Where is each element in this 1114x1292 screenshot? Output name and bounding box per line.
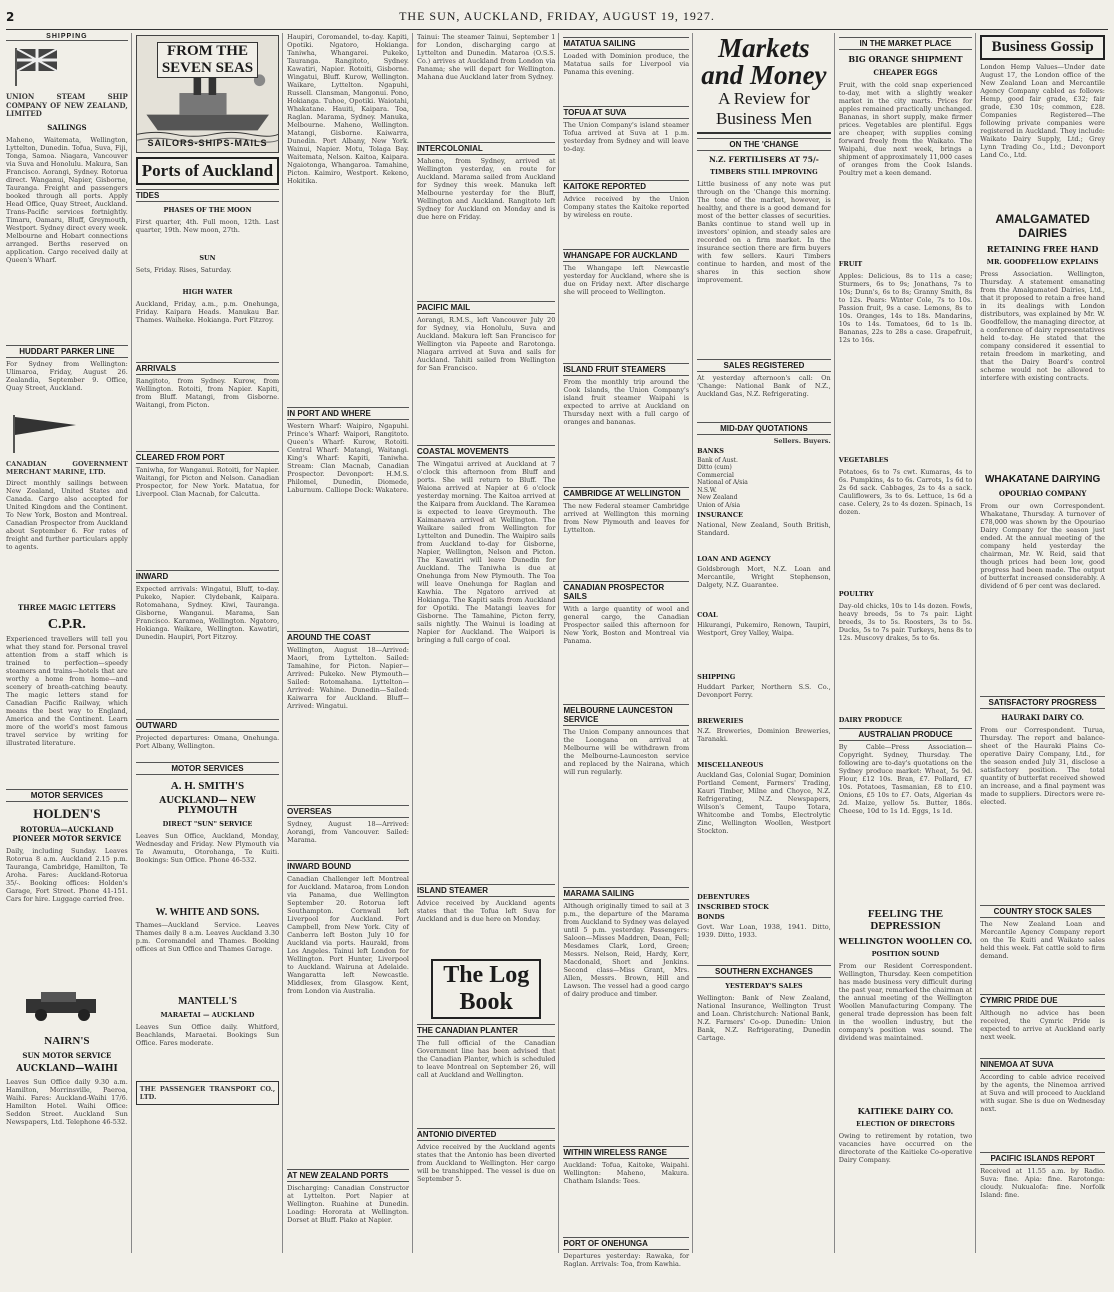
masthead [6,4,1108,30]
banks-heading: BANKS [697,446,724,455]
column-intercolonial: Tainui: The steamer Tainui, September 1 for London, discharging cargo at Lyttelton and Dunedin. Mataroa (O.S.S. Co.) arrives at Auckland from London via Panama; she will depart for Wellington. Mahana due Auckland later from Sydney. INTERCOLONIAL Maheno, from Sydney, arrived at Wellington yesterday, en route for Auckland. Marama sailed from Auckland for Sydney this week. Manuka left Melbourne yesterday for the Bluff, Wellington and Auckland. Rangitoto left Sydney for Auckland on Monday and is due here on Friday. PACIFIC MAIL Aorangi, R.M.S., left Vancouver July 20 for Sydney, via Honolulu, Suva and Auckland. Makura left San Francisco for Wellington via Papeete and Rarotonga. Niagara arrived at Suva and sails for Auckland. Tahiti sailed from Wellington for San Francisco. COASTAL MOVEMENTS The Wingatui arrived at Auckland at 7 o'clock this afternoon from Bluff and ports. She will return to Bluff. The Waiona arrived at Napier at 6 o'clock yesterday morning. The Kaitoa arrived at the Kaipara from Auckland. The Karamea is expected to leave Greymouth. The Kaimanawa arrived at Wellington. The Waikare sailed from Wellington for Lyttelton and Dunedin. The Waipiro sails from Auckland to-day for Gisborne, Napier, Wellington, Nelson and Picton. The Kawatiri will leave Dunedin for Auckland. The Taniwha is due at Onehunga from New Plymouth. The Toa will leave Onehunga for Raglan and Kawhia. The Ngatoro arrived at Hokianga. The Kapiti sails from Auckland for Opotiki. The Matangi leaves for Gisborne. The Tamahine, Picton ferry, sails nightly. The Wainui is loading at Napier for Auckland. The Waipori is bringing a full cargo of coal. ISLAND STEAMER Advice received by Auckland agents states that the Tofua left Suva for Auckland and is due here on Monday. The Log Book THE CANADIAN PLANTER The full official of the Canadian Government line has been advised that the Canadian Planter, which is scheduled to leave Montreal on September 26, will call at Auckland and Wellington. ANTONIO DIVERTED Advice received by the Auckland agents states that the Antonio has been diverted from Auckland to Wellington. Her cargo will be transhipped. The vessel is due on September 5. [417,33,559,1253]
quote-name: New Zealand [697,494,738,502]
timbers-heading: TIMBERS STILL IMPROVING [710,168,818,176]
canadian-prospector-heading: CANADIAN PROSPECTOR SAILS [563,581,689,603]
sailings-heading: SAILINGS [47,122,87,132]
bank-quotes-table [697,457,831,510]
position-heading: POSITION SOUND [871,950,940,959]
seven-seas-banner [136,35,279,153]
hauraki-heading: HAURAKI DAIRY CO. [1001,713,1084,722]
breweries-heading: BREWERIES [697,717,744,726]
three-magic-heading: THREE MAGIC LETTERS [17,602,116,612]
shipping-quotes-heading: SHIPPING [697,673,736,682]
quote-row [697,502,831,510]
passenger-transport-ad: THE PASSENGER TRANSPORT CO., LTD. [136,1081,279,1105]
union-company-ad: UNION STEAM SHIP COMPANY OF NEW ZEALAND, LIMITED [6,92,128,119]
antonio-heading: ANTONIO DIVERTED [417,1128,555,1141]
in-port-heading: IN PORT AND WHERE [287,407,409,420]
debentures-heading: DEBENTURES [697,893,750,902]
inward-heading: INWARD [136,570,279,583]
kaitoke-heading: KAITOKE REPORTED [563,180,689,193]
quote-row [697,479,831,487]
banner-title: FROM THE SEVEN SEAS [157,42,258,78]
around-coast-heading: AROUND THE COAST [287,631,409,644]
mid-day-heading: MID-DAY QUOTATIONS [697,422,831,435]
melbourne-heading: MELBOURNE LAUNCESTON SERVICE [563,704,689,726]
cymric-heading: CYMRIC PRIDE DUE [980,994,1105,1007]
woollen-heading: WELLINGTON WOOLLEN CO. [838,936,973,947]
canadian-flag-icon [6,413,126,453]
banner-subtitle: SAILORS-SHIPS-MAILS [147,138,268,148]
quote-name: N.S.W. [697,486,717,494]
insurance-heading: INSURANCE [697,511,743,520]
review-subheading: A Review for Business Men [697,89,831,134]
sun-heading: SUN [199,254,216,262]
smith-sub: AUCKLAND— NEW PLYMOUTH [159,796,256,817]
inscribed-heading: INSCRIBED STOCK [697,903,769,912]
mantell-heading: MANTELL'S [178,996,237,1008]
poultry-heading: POULTRY [838,590,874,598]
nairns-route: AUCKLAND—WAIHI [16,1064,118,1075]
marama-heading: MARAMA SAILING [563,887,689,900]
cleared-heading: CLEARED FROM PORT [136,451,279,464]
whangape-heading: WHANGAPE FOR AUCKLAND [563,249,689,262]
dairy-heading: DAIRY PRODUCE [838,716,902,724]
holdens-sub: ROTORUA—AUCKLAND PIONEER MOTOR SERVICE [12,825,122,844]
big-orange-heading: BIG ORANGE SHIPMENT [848,54,963,64]
union-flag-icon [6,46,126,86]
on-change-heading: ON THE 'CHANGE [697,138,831,151]
huddart-heading: HUDDART PARKER LINE [6,345,128,358]
yesterday-heading: YESTERDAY'S SALES [725,982,803,991]
mantell-sub: MARAETAI — AUCKLAND [160,1011,255,1020]
column-markets-money: Markets and Money A Review for Business Men ON THE 'CHANGE N.Z. FERTILISERS AT 75/- TIMBERS STILL IMPROVING Little business of any note was put through on the 'Change this morning. The tone of the market, however, is healthy, and there is a good demand for most of the better classes of securities. Banks continue to stand well up in investors' opinion, and steady sales are recorded on a firm market. In the insurance section there are firm buyers with few sellers. Kauri Timbers continue to harden, and most of the shares in this section show improvement. SALES REGISTERED At yesterday afternoon's call: On 'Change: National Bank of N.Z., Auckland Gas, N.Z. Refrigerating. MID-DAY QUOTATIONS Sellers. Buyers. BANKS Bank of Aust. Ditto (cum) Commercial National of A/sia N.S.W. New Zealand Union of A/sia INSURANCE National, New Zealand, South British, Standard. LOAN AND AGENCY Goldsbrough Mort, N.Z. Loan and Mercantile, Wright Stephenson, Dalgety, N.Z. Guarantee. COAL Hikurangi, Pukemiro, Renown, Taupiri, Westport, Grey Valley, Waipa. SHIPPING Huddart Parker, Northern S.S. Co., Devonport Ferry. BREWERIES N.Z. Breweries, Dominion Breweries, Taranaki. MISCELLANEOUS Auckland Gas, Colonial Sugar, Dominion Portland Cement, Farmers' Trading, Kauri Timber, Milne and Choyce, N.Z. Refrigerating, N.Z. Newspapers, Wilson's Cement, Taupo Totara, Whitcombe and Tombs, Electrolytic Zinc, Wellington Woollen, Westport Stockton. DEBENTURES INSCRIBED STOCK BONDS Govt. War Loan, 1938, 1941. Ditto, 1939. Ditto, 1933. SOUTHERN EXCHANGES YESTERDAY'S SALES Wellington: Bank of New Zealand, National Insurance, Wellington Trust and Loan. Christchurch: National Bank, N.Z. Farmers' Co-op. Dunedin: Union Bank, N.Z. Refrigerating, Dunedin Cartage. [697,33,835,1253]
fruit-heading: FRUIT [838,260,863,268]
column-business-gossip: Business Gossip London Hemp Values—Under date August 17, the London office of the New Zealand Loan and Mercantile Agency Company cabled as follows: Hemp, good fair grade, £32; fair grade, £30 10s; common, £28. Companies Registered—The following private companies were registered in Auckland. They include: Waikato Dairy Supply, Ltd.; Grey Lynn Trading Co., Ltd.; Devonport Land Co., Ltd. AMALGAMATED DAIRIES RETAINING FREE HAND MR. GOODFELLOW EXPLAINS Press Association. Wellington, Thursday. A statement emanating from the Amalgamated Dairies, Ltd., that it proposed to retain a free hand in its dealings with London distributors, was explained by Mr. W. Goodfellow, the managing director, at a conference of dairy representatives held to-day. He stated that the company considered it essential to retain freedom in marketing, and that the Dairy Board's control scheme would not be allowed to interfere with existing contracts. WHAKATANE DAIRYING OPOURIAO COMPANY From our own Correspondent. Whakatane, Thursday. A turnover of £78,000 was shown by the Opouriao Dairy Company for the season just ended. At the annual meeting of the company held yesterday the chairman, Mr. W. Reid, said that though prices had been low, good progress had been made. The output of butterfat increased considerably. A dividend of 6 per cent was declared. SATISFACTORY PROGRESS HAURAKI DAIRY CO. From our Correspondent. Turua, Thursday. The report and balance-sheet of the Hauraki Plains Co-operative Dairy Company, Ltd., for the season ended July 31, disclose a satisfactory position. The total quantity of butterfat received showed an increase, and a final payment was made to suppliers. Directors were re-elected. COUNTRY STOCK SALES The New Zealand Loan and Mercantile Agency Company report on the Te Kuiti and Waikato sales held this week. Fat cattle sold to firm demand. CYMRIC PRIDE DUE Although no advice has been received, the Cymric Pride is expected to arrive at Auckland early next week. NINEMOA AT SUVA According to cable advice received by the agents, the Ninemoa arrived at Suva and will proceed to Auckland with sugar. She is due on Wednesday next. PACIFIC ISLANDS REPORT Received at 11.55 a.m. by Radio. Suva: fine. Apia: fine. Rarotonga: cloudy. Nukualofa: fine. Norfolk Island: fine. [980,33,1108,1253]
opouriao-heading: OPOURIAO COMPANY [998,489,1087,498]
southern-heading: SOUTHERN EXCHANGES [697,965,831,978]
election-heading: ELECTION OF DIRECTORS [856,1120,955,1129]
sellers-buyers-label: Sellers. Buyers. [773,437,831,445]
sailings-text: Maheno, Waitemata, Wellington, Lyttelton, Dunedin. Tofua, Suva, Fiji, Tonga, Samoa. Niagara, Vancouver via Suva and Honolulu. Makura, San Francisco. Aorangi, Sydney. Rotorua direct. Wanganui, Napier, Gisborne, Tauranga. Freight and passengers booked through all ports. Apply Head Office, Quay Street, Auckland. Trans-Pacific services fortnightly. Timaru, Oamaru, Bluff, Greymouth, Westport. Sydney direct every week. Melbourne and Hobart connections arranged. Berths reserved on application. Cargo received daily at Queen's Wharf. [6,135,128,264]
outward-heading: OUTWARD [136,719,279,732]
column-ports: FROM THE SEVEN SEAS SAILORS-SHIPS-MAILS Ports of Auckland TIDES PHASES OF THE MOON First quarter, 4th. Full moon, 12th. Last quarter, 19th. New moon, 27th. SUN Sets, Friday. Rises, Saturday. HIGH WATER Auckland, Friday, a.m., p.m. Onehunga, Friday. Kaipara Heads. Manukau Bar. Thames. Waiheke. Hokianga. Port Fitzroy. ARRIVALS Rangitoto, from Sydney. Kurow, from Wellington. Rotoiti, from Napier. Kapiti, from Bluff. Matangi, from Gisborne. Waitangi, from Picton. CLEARED FROM PORT Taniwha, for Wanganui. Rotoiti, for Napier. Waitangi, for Picton and Nelson. Canadian Prospector, for New York. Matatua, for Liverpool. Clan Macnab, for Calcutta. INWARD Expected arrivals: Wingatui, Bluff, to-day. Pukeko, Napier. Clydebank, Kaipara. Rotomahana, Sydney. Kiwi, Tauranga. Gisborne, Wanganui. Marama, San Francisco. Karamea, Wellington. Ngatoro, Hokianga. Waikare, Wellington. Kawatiri, Dunedin. Haupiri, Port Fitzroy. OUTWARD Projected departures: Omana, Onehunga. Port Albany, Wellington. MOTOR SERVICES A. H. SMITH'S AUCKLAND— NEW PLYMOUTH DIRECT "SUN" SERVICE Leaves Sun Office, Auckland, Monday, Wednesday and Friday. New Plymouth via Te Awamutu, Otorohanga, Te Kuiti. Bookings: Sun Office. Phone 46-532. W. WHITE AND SONS. Thames—Auckland Service. Leaves Thames daily 8 a.m. Leaves Auckland 3.30 p.m. Coromandel and Thames. Booking offices at Sun Office and Thames Garage. MANTELL'S MARAETAI — AUCKLAND Leaves Sun Office daily. Whitford, Beachlands, Maraetai. Bookings Sun Office. Fares moderate. THE PASSENGER TRANSPORT CO., LTD. [136,33,283,1253]
quote-name: Ditto (cum) [697,464,732,472]
page-number: 2 [6,9,15,24]
nairns-sub: SUN MOTOR SERVICE [22,1051,112,1061]
quote-row [697,457,831,465]
high-water-heading: HIGH WATER [182,288,233,296]
australian-heading: AUSTRALIAN PRODUCE [839,728,973,741]
quote-name: National of A/sia [697,479,748,487]
quote-row [697,494,831,502]
column-shipping-news: MATATUA SAILING Loaded with Dominion produce, the Matatua sails for Liverpool via Panama this evening. TOFUA AT SUVA The Union Company's island steamer Tofua arrived at Suva at 1 p.m. yesterday from Sydney and will leave to-day. KAITOKE REPORTED Advice received by the Union Company states the Kaitoke reported by wireless en route. WHANGAPE FOR AUCKLAND The Whangape left Newcastle yesterday for Auckland, where she is due on Friday next. After discharge she will proceed to Wellington. ISLAND FRUIT STEAMERS From the monthly trip around the Cook Islands, the Union Company's island fruit steamer Waipahi is expected to arrive at Auckland on Thursday next with a full cargo of oranges and bananas. CAMBRIDGE AT WELLINGTON The new Federal steamer Cambridge arrived at Wellington this morning from New Plymouth and leaves for Lyttelton. CANADIAN PROSPECTOR SAILS With a large quantity of wool and general cargo, the Canadian Prospector sailed this afternoon for New York, Boston and Montreal via Panama. MELBOURNE LAUNCESTON SERVICE The Union Company announces that the Loongana on arrival at Melbourne will be withdrawn from the Melbourne-Launceston service and replaced by the Nairana, which will run regularly. MARAMA SAILING Although originally timed to sail at 3 p.m., the departure of the Marama from Auckland to Sydney was delayed until 5 p.m. yesterday. Passengers: Saloon—Misses Maddren, Dean, Fell; Mesdames Clark, Lord, Green; Messrs. Nelson, Reid, Hardy, Kerr, Macdonald, Short and Jenkins. Second class—Miss Grant, Mrs. Allen, Messrs. Brown, Hill and Lawson. The vessel had a good cargo of dairy produce and timber. WITHIN WIRELESS RANGE Auckland: Tofua, Kaitoke, Waipahi. Wellington: Maheno, Makura. Chatham Islands: Tees. PORT OF ONEHUNGA Departures yesterday: Rawaka, for Raglan. Arrivals: Toa, from Kawhia. [563,33,693,1253]
ninemoa-heading: NINEMOA AT SUVA [980,1058,1105,1071]
inward-bound-heading: INWARD BOUND [287,860,409,873]
nairns-heading: NAIRN'S [44,1035,90,1048]
market-place-heading: IN THE MARKET PLACE [839,37,973,50]
matatua-heading: MATATUA SAILING [563,37,689,50]
quote-row [697,487,831,495]
quote-row [697,472,831,480]
quote-row [697,464,831,472]
column-shipping-ads: SHIPPING UNION STEAM SHIP COMPANY OF NEW ZEALAND, LIMITED SAILINGS Maheno, Waitemata, Wellington, Lyttelton, Dunedin. Tofua, Suva, Fiji, Tonga, Samoa. Niagara, Vancouver via Suva and Honolulu. Makura, San Francisco. Aorangi, Sydney. Rotorua direct. Wanganui, Napier, Gisborne, Tauranga. Freight and passengers booked through all ports. Apply Head Office, Quay Street, Auckland. Trans-Pacific services fortnightly. Timaru, Oamaru, Bluff, Greymouth, Westport. Sydney direct every week. Melbourne and Hobart connections arranged. Berths reserved on application. Cargo received daily at Queen's Wharf. HUDDART PARKER LINE For Sydney from Wellington: Ulimaroa, Friday, August 26. Zealandia, September 9. Office, Quay Street, Auckland. CANADIAN GOVERNMENT MERCHANT MARINE, LTD. Direct monthly sailings between New Zealand, United States and Canada. Cargo also accepted for United Kingdom and the Continent. To New York, Boston and Montreal. Canadian Prospector from Auckland about September 6. For rates of freight and further particulars apply to agents. THREE MAGIC LETTERS C.P.R. Experienced travellers will tell you what they stand for. Personal travel attention from a staff which is trained to perfection—speedy steamers and trains—hotels that are worthy a home from home—and scenery of breath-catching beauty. The magic letters stand for Canadian Pacific Railway, which means the best way to England, America and the Continent. Learn more of the world's most famous travel service by writing for illustrated literature. MOTOR SERVICES HOLDEN'S ROTORUA—AUCKLAND PIONEER MOTOR SERVICE Daily, including Sunday. Leaves Rotorua 8 a.m. Auckland 2.15 p.m. Tauranga, Cambridge, Hamilton, Te Aroha. Fares: Auckland-Rotorua 35/-. Booking offices: Holden's Garage, Fort Street. Phone 41-151. Cars for hire. Luggage carried free. NAIRN'S SUN MOTOR SERVICE AUCKLAND—WAIHI Leaves Sun Office daily 9.30 a.m. Hamilton, Morrinsville, Paeroa, Waihi. Fares: Auckland-Waihi 17/6. Hamilton Hotel. Waihi Office: Seddon Street. Auckland Sun Newspapers, Ltd. Telephone 46-532. [6,33,132,1253]
arrivals-heading: ARRIVALS [136,362,279,375]
column-market-place: IN THE MARKET PLACE BIG ORANGE SHIPMENT CHEAPER EGGS Fruit, with the cold snap experienced to-day, met with a slightly weaker market in the city marts. Prices for apples remained practically unchanged. Bananas, in short supply, make firmer prices. Vegetables are plentiful. Eggs are cheaper, with supplies coming forward freely from the Waikato. The Waipahi, due next week, brings a shipment of approximately 11,000 cases of oranges from the Cook Islands. Poultry met a keen demand. FRUIT Apples: Delicious, 8s to 11s a case; Sturmers, 6s to 9s; Jonathans, 7s to 10s; Dunn's, 6s to 8s; Granny Smith, 8s to 12s. Pears: Winter Cole, 7s to 10s. Passion fruit, 9s a case. Lemons, 8s to 10s. Oranges, 14s to 18s. Mandarins, 10s to 14s. Tomatoes, 6d to 1s lb. Bananas, 22s to 28s a case. Grapefruit, 12s to 16s. VEGETABLES Potatoes, 6s to 7s cwt. Kumaras, 4s to 6s. Pumpkins, 4s to 6s. Carrots, 1s 6d to 2s 6d sack. Cabbages, 2s to 4s a sack. Cauliflowers, 3s to 6s. Lettuce, 1s 6d a case. Celery, 2s to 4s dozen. Spinach, 1s dozen. POULTRY Day-old chicks, 10s to 14s dozen. Fowls, heavy breeds, 5s to 7s pair. Light breeds, 3s to 5s. Roosters, 3s to 5s. Ducks, 5s to 7s pair. Turkeys, hens 8s to 12s. Muscovy drakes, 5s to 6s. DAIRY PRODUCE AUSTRALIAN PRODUCE By Cable—Press Association—Copyright. Sydney, Thursday. The following are to-day's quotations on the Sydney produce market: Wheat, 5s 9d. Flour, £12 10s. Bran, £7. Pollard, £7 10s. Potatoes, Tasmanian, £8 to £10. Onions, £5 10s to £7. Oats, Algerian 4s 2d. Maize, yellow 5s. Butter, 186s. Cheese, 10d to 1s 1d. Eggs, 1s 1d. FEELING THE DEPRESSION WELLINGTON WOOLLEN CO. POSITION SOUND From our Resident Correspondent. Wellington, Thursday. Keen competition has made business very difficult during the past year, remarked the chairman at the annual meeting of the Wellington Woollen Manufacturing Company. The general trade depression has been felt in the woollen industry, but the company's position was sound. The dividend was maintained. KAITIEKE DAIRY CO. ELECTION OF DIRECTORS Owing to retirement by rotation, two vacancies have occurred on the directorate of the Kaitieke Co-operative Dairy Company. [839,33,977,1253]
island-fruit-heading: ISLAND FRUIT STEAMERS [563,363,689,376]
pacific-islands-heading: PACIFIC ISLANDS REPORT [980,1152,1105,1165]
log-book-heading: The Log Book [431,959,541,1019]
loan-heading: LOAN AND AGENCY [697,555,771,564]
vegetables-heading: VEGETABLES [838,456,889,464]
cambridge-heading: CAMBRIDGE AT WELLINGTON [563,487,689,500]
canadian-ad: CANADIAN GOVERNMENT MERCHANT MARINE, LTD. [6,459,128,476]
business-gossip-heading: Business Gossip [980,35,1105,60]
fertilisers-heading: N.Z. FERTILISERS AT 75/- [708,155,819,164]
white-heading: W. WHITE AND SONS. [155,907,260,919]
smith-heading: A. H. SMITH'S [170,780,245,792]
cheaper-eggs-heading: CHEAPER EGGS [873,68,938,77]
ports-of-auckland-heading: Ports of Auckland [136,157,279,185]
newspaper-title: THE SUN, AUCKLAND, FRIDAY, AUGUST 19, 1927. [399,9,715,23]
intercolonial-heading: INTERCOLONIAL [417,142,555,155]
phases-heading: PHASES OF THE MOON [163,206,252,214]
quote-name: Union of A/sia [697,501,741,509]
misc-heading: MISCELLANEOUS [697,761,764,770]
country-stock-heading: COUNTRY STOCK SALES [980,905,1105,918]
sales-registered-heading: SALES REGISTERED [697,359,831,372]
cpr-heading: C.P.R. [47,616,86,632]
markets-money-heading: Markets and Money [701,33,827,90]
at-nz-ports-heading: AT NEW ZEALAND PORTS [287,1169,409,1182]
coal-heading: COAL [697,611,718,620]
goodfellow-heading: MR. GOODFELLOW EXPLAINS [986,258,1099,266]
overseas-heading: OVERSEAS [287,805,409,818]
kaitieke-heading: KAITIEKE DAIRY CO. [857,1106,954,1117]
coastal-heading: COASTAL MOVEMENTS [417,445,555,458]
wireless-heading: WITHIN WIRELESS RANGE [563,1146,689,1159]
holdens-heading: HOLDEN'S [33,806,101,822]
amalgamated-heading: AMALGAMATED DAIRIES [995,212,1090,240]
shipping-header: SHIPPING [6,33,128,41]
column-shipping-movements: Haupiri, Coromandel, to-day. Kapiti, Opotiki. Ngatoro, Hokianga. Taniwha, Whangarei. Pukeko, Tauranga. Rangitoto, Sydney. Kawatiri, Napier. Rotoiti, Gisborne. Wingatui, Bluff. Kurow, Wellington. Waikare, Lyttelton. Ngapuhi, Russell. Clansman, Mangonui. Pono, Hokianga. Tuhoe, Opotiki. Waiotahi, Whakatane. Hauiti, Kaipara. Toa, Raglan. Marama, Sydney. Manuka, Melbourne. Maheno, Wellington. Matangi, Gisborne. Kaiwarra, Dunedin. Port Albany, New York. Wainui, Napier. Motu, Tolaga Bay. Waitemata, Nelson. Kaitoa, Kaipara. Ngaiotonga, Whangaroa. Tamahine, Picton. Kaimiro, Westport. Kekeno, Hokitika. IN PORT AND WHERE Western Wharf: Waipiro, Ngapuhi. Prince's Wharf: Waipori, Rangitoto. Queen's Wharf: Kurow, Rotoiti. Central Wharf: Matangi, Waitangi. King's Wharf: Kapiti, Taniwha. Stream: Clan Macnab, Canadian Prospector. Devonport: H.M.S. Philomel, Dunedin, Diomede, Laburnum. Calliope Dock: Wakatere. AROUND THE COAST Wellington, August 18—Arrived: Maori, from Lyttelton. Sailed: Tamahine, for Picton. Napier—Arrived: Pukeko. New Plymouth—Sailed: Rotomahana. Lyttelton—Arrived: Wahine. Dunedin—Sailed: Kaiwarra for Auckland. Bluff—Arrived: Wingatui. OVERSEAS Sydney, August 18—Arrived: Aorangi, from Vancouver. Sailed: Marama. INWARD BOUND Canadian Challenger left Montreal for Auckland. Mataroa, from London via Panama, due Wellington September 20. Rotorua left Southampton. Cornwall left Liverpool for Auckland. Port Campbell, from New York. City of Canberra left Boston July 10 for Auckland via ports. Haurakl, from Los Angeles. Tainui left London for Wellington. Port Hunter, Liverpool to Auckland. Wairuna at Adelaide. Wangaratta left Newcastle. Middlesex, from Glasgow. Kent, from London via Australia. AT NEW ZEALAND PORTS Discharging: Canadian Constructor at Lyttelton. Port Napier at Wellington. Ruahine at Dunedin. Loading: Hororata at Wellington. Dorset at Bluff. Piako at Napier. [287,33,413,1253]
motor-car-icon [6,989,126,1025]
tides-heading: TIDES [136,189,279,202]
quote-name: Commercial [697,471,734,479]
onehunga-heading: PORT OF ONEHUNGA [563,1237,689,1250]
feeling-heading: FEELING THE DEPRESSION [867,908,944,933]
whakatane-heading: WHAKATANE DAIRYING [984,474,1101,485]
satisfactory-heading: SATISFACTORY PROGRESS [980,696,1105,709]
pacific-mail-heading: PACIFIC MAIL [417,301,555,314]
bonds-heading: BONDS [697,913,725,922]
motor-services-heading: MOTOR SERVICES [6,789,128,802]
canadian-planter-heading: THE CANADIAN PLANTER [417,1024,555,1037]
island-steamer-heading: ISLAND STEAMER [417,884,555,897]
retaining-heading: RETAINING FREE HAND [986,244,1099,254]
smith-service: DIRECT "SUN" SERVICE [162,820,253,829]
quote-name: Bank of Aust. [697,456,738,464]
tofua-heading: TOFUA AT SUVA [563,106,689,119]
